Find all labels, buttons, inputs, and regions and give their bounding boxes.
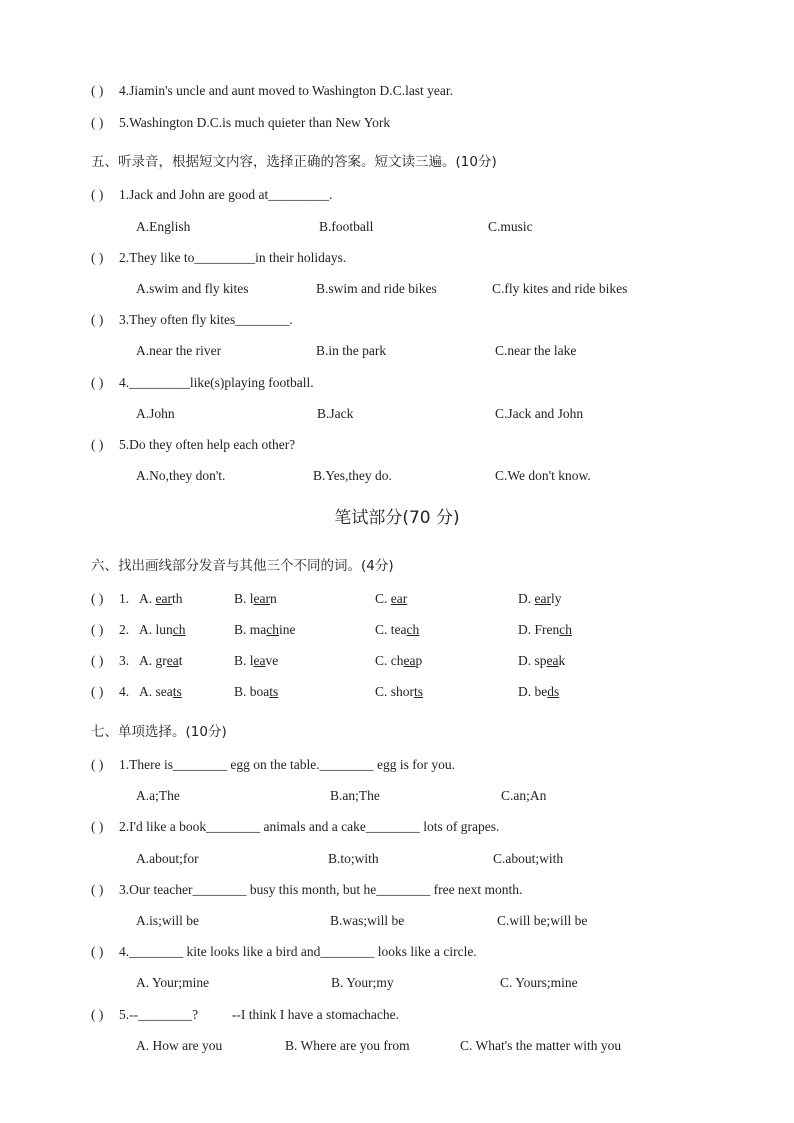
s7-q5-option-b[interactable]: B. Where are you from	[285, 1038, 410, 1053]
s5-q4-stem: ( ) 4._________like(s)playing football.	[91, 375, 314, 390]
s7-q1-option-a[interactable]: A.a;The	[136, 788, 180, 803]
s5-q2-option-c[interactable]: C.fly kites and ride bikes	[492, 281, 628, 296]
s7-q1-option-b[interactable]: B.an;The	[330, 788, 380, 803]
answer-paren[interactable]: ( )	[91, 653, 104, 668]
s6-q2: ( ) 2.	[91, 622, 130, 637]
s5-q2-option-b[interactable]: B.swim and ride bikes	[316, 281, 437, 296]
s6-q1: ( ) 1.	[91, 591, 130, 606]
s5-q5-option-c[interactable]: C.We don't know.	[495, 468, 591, 483]
answer-paren[interactable]: ( )	[91, 1007, 104, 1022]
s6-q2-option-c[interactable]: C. teach	[375, 622, 420, 637]
s6-q1-option-a[interactable]: A. earth	[139, 591, 183, 606]
question-5: ( ) 5.Washington D.C.is much quieter than New York	[91, 115, 391, 130]
written-part-title: 笔试部分(70 分)	[334, 508, 460, 528]
answer-paren[interactable]: ( )	[91, 375, 104, 390]
s5-q3-option-b[interactable]: B.in the park	[316, 343, 387, 358]
s7-q4-stem: ( ) 4.________ kite looks like a bird and________ looks like a circle.	[91, 944, 477, 959]
s5-q1-stem: ( ) 1.Jack and John are good at_________.	[91, 187, 333, 202]
s7-q2-stem: ( ) 2.I'd like a book________ animals and a cake________ lots of grapes.	[91, 819, 500, 834]
s7-q2-option-c[interactable]: C.about;with	[493, 851, 564, 866]
answer-paren[interactable]: ( )	[91, 622, 104, 637]
answer-paren[interactable]: ( )	[91, 83, 104, 98]
s7-q1-option-c[interactable]: C.an;An	[501, 788, 547, 803]
answer-paren[interactable]: ( )	[91, 882, 104, 897]
s7-q2-option-a[interactable]: A.about;for	[136, 851, 199, 866]
s5-q5-stem: ( ) 5.Do they often help each other?	[91, 437, 296, 452]
answer-paren[interactable]: ( )	[91, 757, 104, 772]
s6-q1-option-c[interactable]: C. ear	[375, 591, 408, 606]
s6-q2-option-b[interactable]: B. machine	[234, 622, 296, 637]
s7-q1-stem: ( ) 1.There is________ egg on the table.________ egg is for you.	[91, 757, 455, 772]
s6-q3-option-c[interactable]: C. cheap	[375, 653, 423, 668]
s6-q3-option-d[interactable]: D. speak	[518, 653, 566, 668]
s5-q1-option-a[interactable]: A.English	[136, 219, 191, 234]
s6-q4-option-b[interactable]: B. boats	[234, 684, 279, 699]
s6-q1-option-b[interactable]: B. learn	[234, 591, 277, 606]
s7-q4-option-c[interactable]: C. Yours;mine	[500, 975, 578, 990]
answer-paren[interactable]: ( )	[91, 819, 104, 834]
s5-q1-option-c[interactable]: C.music	[488, 219, 533, 234]
s5-q5-option-a[interactable]: A.No,they don't.	[136, 468, 226, 483]
s7-q3-option-b[interactable]: B.was;will be	[330, 913, 405, 928]
answer-paren[interactable]: ( )	[91, 437, 104, 452]
s7-q3-option-c[interactable]: C.will be;will be	[497, 913, 588, 928]
s6-q4-option-c[interactable]: C. shorts	[375, 684, 424, 699]
s5-q2-option-a[interactable]: A.swim and fly kites	[136, 281, 249, 296]
s6-q3: ( ) 3.	[91, 653, 130, 668]
s7-q3-option-a[interactable]: A.is;will be	[136, 913, 199, 928]
section-5-title: 五、听录音，根据短文内容，选择正确的答案。短文读三遍。(10分)	[91, 154, 497, 170]
s6-q1-option-d[interactable]: D. early	[518, 591, 562, 606]
s5-q4-option-c[interactable]: C.Jack and John	[495, 406, 584, 421]
s6-q4-option-d[interactable]: D. beds	[518, 684, 560, 699]
question-4: ( ) 4.Jiamin's uncle and aunt moved to Washington D.C.last year.	[91, 83, 454, 98]
s5-q3-stem: ( ) 3.They often fly kites________.	[91, 312, 293, 327]
s7-q5-stem: ( ) 5.--________? --I think I have a stomachache.	[91, 1007, 400, 1022]
answer-paren[interactable]: ( )	[91, 312, 104, 327]
s6-q3-option-b[interactable]: B. leave	[234, 653, 279, 668]
s7-q5-option-c[interactable]: C. What's the matter with you	[460, 1038, 622, 1053]
answer-paren[interactable]: ( )	[91, 115, 104, 130]
answer-paren[interactable]: ( )	[91, 684, 104, 699]
s5-q1-option-b[interactable]: B.football	[319, 219, 374, 234]
s5-q3-option-a[interactable]: A.near the river	[136, 343, 222, 358]
s5-q4-option-a[interactable]: A.John	[136, 406, 175, 421]
s6-q4: ( ) 4.	[91, 684, 130, 699]
s6-q4-option-a[interactable]: A. seats	[139, 684, 182, 699]
s7-q4-option-a[interactable]: A. Your;mine	[136, 975, 210, 990]
s5-q2-stem: ( ) 2.They like to_________in their holidays.	[91, 250, 347, 265]
s6-q2-option-a[interactable]: A. lunch	[139, 622, 186, 637]
s5-q3-option-c[interactable]: C.near the lake	[495, 343, 577, 358]
answer-paren[interactable]: ( )	[91, 187, 104, 202]
section-6-title: 六、找出画线部分发音与其他三个不同的词。(4分)	[91, 558, 394, 574]
s6-q2-option-d[interactable]: D. French	[518, 622, 572, 637]
s5-q4-option-b[interactable]: B.Jack	[317, 406, 354, 421]
s7-q4-option-b[interactable]: B. Your;my	[331, 975, 394, 990]
answer-paren[interactable]: ( )	[91, 591, 104, 606]
s7-q2-option-b[interactable]: B.to;with	[328, 851, 379, 866]
s5-q5-option-b[interactable]: B.Yes,they do.	[313, 468, 392, 483]
s7-q3-stem: ( ) 3.Our teacher________ busy this month, but he________ free next month.	[91, 882, 523, 897]
answer-paren[interactable]: ( )	[91, 250, 104, 265]
answer-paren[interactable]: ( )	[91, 944, 104, 959]
section-7-title: 七、单项选择。(10分)	[91, 724, 227, 740]
s6-q3-option-a[interactable]: A. great	[139, 653, 183, 668]
s7-q5-option-a[interactable]: A. How are you	[136, 1038, 223, 1053]
